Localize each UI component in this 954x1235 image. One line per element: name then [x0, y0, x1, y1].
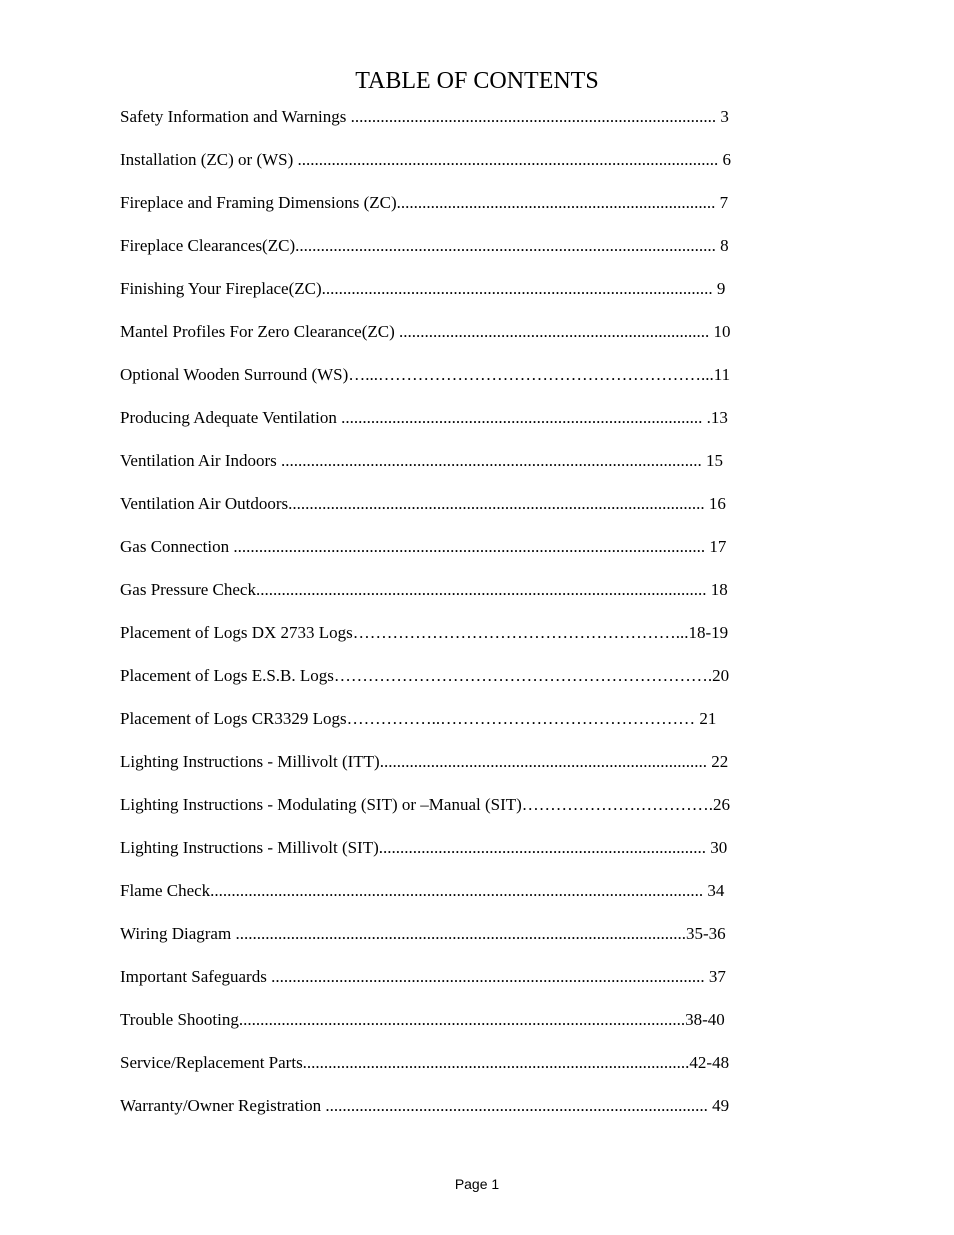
toc-entry-safety-information[interactable] [120, 104, 800, 147]
toc-entry-text: Trouble Shooting.........................................................................................................38-40 [120, 1010, 725, 1029]
toc-entry-text: Warranty/Owner Registration .......................................................................................... 49 [120, 1096, 730, 1115]
toc-entry-logs-cr3329[interactable] [120, 706, 800, 749]
toc-entry-flame-check[interactable] [120, 878, 800, 921]
toc-entry-framing-dimensions[interactable] [120, 190, 800, 233]
toc-entry-text: Lighting Instructions - Millivolt (ITT)............................................................................. 22 [120, 752, 729, 771]
toc-entry-fireplace-clearances[interactable] [120, 233, 800, 276]
toc-entry-text: Important Safeguards ...................................................................................................... 37 [120, 967, 726, 986]
toc-entry-logs-dx2733[interactable] [120, 620, 800, 663]
toc-entry-text: Fireplace Clearances(ZC)................................................................................................... 8 [120, 236, 729, 255]
page-title: TABLE OF CONTENTS [355, 68, 599, 94]
toc-entry-replacement-parts[interactable] [120, 1050, 800, 1093]
toc-entry-wiring-diagram[interactable] [120, 921, 800, 964]
toc-entry-ventilation-outdoors[interactable] [120, 491, 800, 534]
toc-entry-trouble-shooting[interactable] [120, 1007, 800, 1050]
toc-entry-important-safeguards[interactable] [120, 964, 800, 1007]
toc-entry-lighting-millivolt-sit[interactable] [120, 835, 800, 878]
toc-entry-finishing-fireplace[interactable] [120, 276, 800, 319]
toc-entry-text: Installation (ZC) or (WS) ................................................................................................... 6 [120, 150, 732, 169]
table-of-contents [120, 104, 800, 1136]
toc-entry-text: Gas Connection ............................................................................................................... 17 [120, 537, 727, 556]
toc-entry-gas-connection[interactable] [120, 534, 800, 577]
toc-entry-text: Finishing Your Fireplace(ZC)............................................................................................ 9 [120, 279, 726, 298]
toc-entry-text: Placement of Logs E.S.B. Logs………………………………………………………….20 [120, 666, 730, 685]
toc-entry-ventilation-indoors[interactable] [120, 448, 800, 491]
toc-entry-text: Service/Replacement Parts...........................................................................................42-48 [120, 1053, 730, 1072]
toc-entry-installation[interactable] [120, 147, 800, 190]
toc-entry-text: Ventilation Air Outdoors.................................................................................................. 16 [120, 494, 726, 513]
toc-entry-warranty-registration[interactable] [120, 1093, 800, 1136]
toc-entry-text: Wiring Diagram ..........................................................................................................35-36 [120, 924, 726, 943]
toc-entry-text: Lighting Instructions - Millivolt (SIT)............................................................................. 30 [120, 838, 728, 857]
toc-entry-text: Optional Wooden Surround (WS)…...…………………………………………………...11 [120, 365, 731, 384]
toc-entry-wooden-surround[interactable] [120, 362, 800, 405]
toc-entry-text: Mantel Profiles For Zero Clearance(ZC) ......................................................................... 10 [120, 322, 731, 341]
page-number: Page 1 [454, 1176, 500, 1192]
toc-entry-lighting-millivolt-itt[interactable] [120, 749, 800, 792]
toc-entry-adequate-ventilation[interactable] [120, 405, 800, 448]
toc-entry-text: Gas Pressure Check.......................................................................................................... 18 [120, 580, 728, 599]
toc-entry-text: Placement of Logs DX 2733 Logs…………………………………………………...18-19 [120, 623, 729, 642]
toc-entry-text: Ventilation Air Indoors ................................................................................................... 15 [120, 451, 724, 470]
toc-entry-text: Placement of Logs CR3329 Logs……………..……………………………………… 21 [120, 709, 717, 728]
toc-entry-text: Producing Adequate Ventilation ..................................................................................... .13 [120, 408, 728, 427]
toc-entry-mantel-profiles[interactable] [120, 319, 800, 362]
toc-entry-logs-esb[interactable] [120, 663, 800, 706]
toc-entry-gas-pressure-check[interactable] [120, 577, 800, 620]
toc-entry-text: Flame Check.................................................................................................................... 34 [120, 881, 725, 900]
toc-entry-text: Fireplace and Framing Dimensions (ZC)........................................................................... 7 [120, 193, 729, 212]
toc-entry-text: Lighting Instructions - Modulating (SIT) or –Manual (SIT)…………………………….26 [120, 795, 731, 814]
toc-entry-lighting-modulating-sit[interactable] [120, 792, 800, 835]
toc-entry-text: Safety Information and Warnings ...................................................................................... 3 [120, 107, 729, 126]
